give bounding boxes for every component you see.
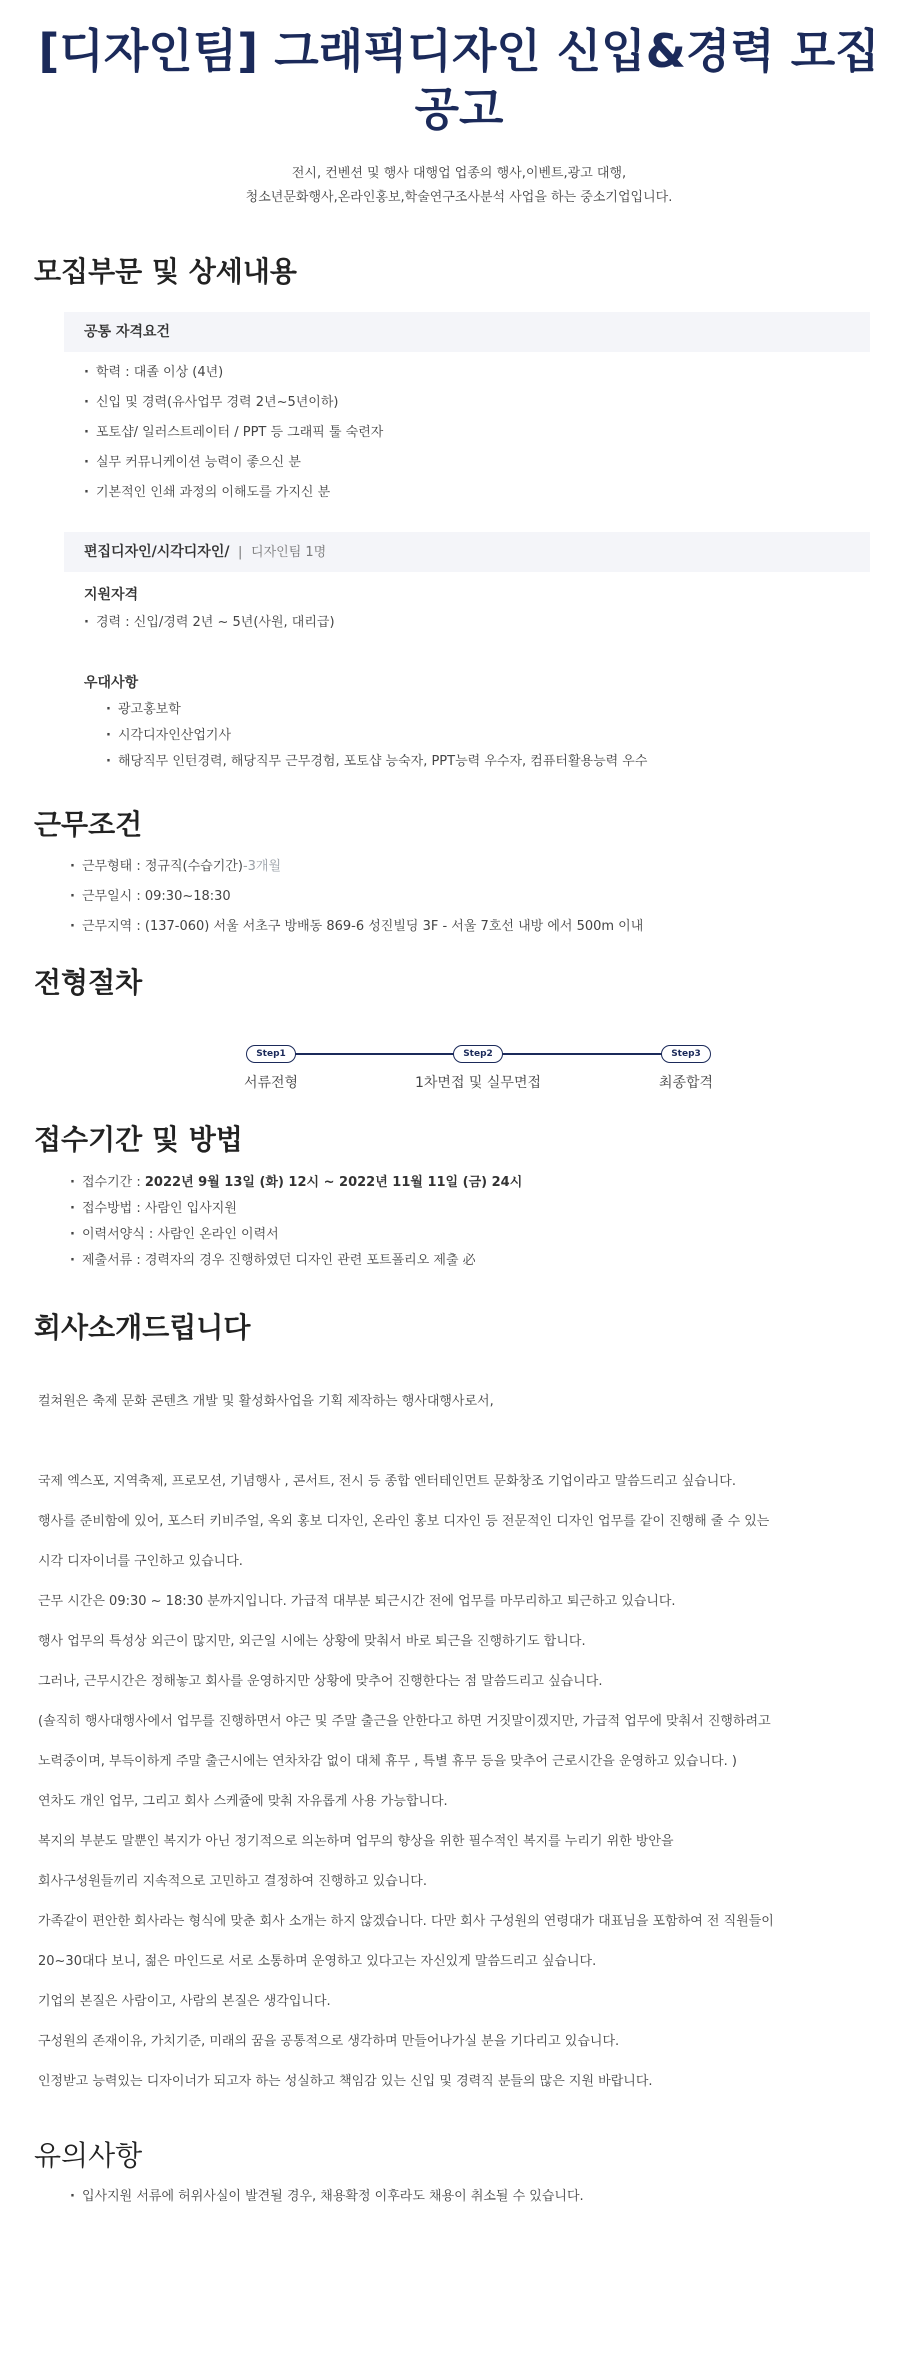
intro-line: 시각 디자이너를 구인하고 있습니다. [38, 1554, 243, 1569]
step-badge: Step1 [246, 1045, 296, 1063]
intro-line: 행사를 준비함에 있어, 포스터 키비주얼, 옥외 홍보 디자인, 온라인 홍보 디자인 등 전문적인 디자인 업무를 같이 진행해 줄 수 있는 [38, 1514, 770, 1529]
step-label: 최종합격 [658, 1075, 714, 1091]
list-item: · 실무 커뮤니케이션 능력이 좋으신 분 [82, 448, 383, 478]
intro-line: 컬쳐원은 축제 문화 콘텐츠 개발 및 활성화사업을 기획 제작하는 행사대행사로서, [38, 1394, 494, 1409]
intro-line: 행사 업무의 특성상 외근이 많지만, 외근일 시에는 상황에 맞춰서 바로 퇴근을 진행하기도 합니다. [38, 1634, 586, 1649]
company-summary [0, 162, 918, 210]
closing-line: 인정받고 능력있는 디자이너가 되고자 하는 성실하고 책임감 있는 신입 및 경력직 분들의 많은 지원 바랍니다. [38, 2074, 653, 2089]
intro-line: (솔직히 행사대행사에서 업무를 진행하면서 야근 및 주말 출근을 안한다고 하면 거짓말이겠지만, 가급적 업무에 맞춰서 진행하려고 [38, 1714, 771, 1729]
closing-line: 기업의 본질은 사람이고, 사람의 본질은 생각입니다. [38, 1994, 331, 2009]
intro-line: 연차도 개인 업무, 그리고 회사 스케쥴에 맞춰 자유롭게 사용 가능합니다. [38, 1794, 448, 1809]
intro-line: 노력중이며, 부득이하게 주말 출근시에는 연차차감 없이 대체 휴무 , 특별 휴무 등을 맞추어 근로시간을 운영하고 있습니다. ) [38, 1754, 737, 1769]
common-requirements-title: 공통 자격요건 [84, 324, 171, 340]
list-item: · 이력서양식 : 사람인 온라인 이력서 [68, 1222, 522, 1248]
list-item: · 학력 : 대졸 이상 (4년) [82, 358, 383, 388]
notice-heading: 유의사항 [34, 2139, 143, 2172]
list-item: · 신입 및 경력(유사업무 경력 2년~5년이하) [82, 388, 383, 418]
conditions-heading: 근무조건 [34, 808, 143, 841]
step-label: 서류전형 [243, 1075, 299, 1091]
position-headcount: 디자인팀 1명 [251, 545, 327, 560]
list-item: · 해당직무 인턴경력, 해당직무 근무경험, 포토샵 능숙자, PPT능력 우수자, 컴퓨터활용능력 우수 [104, 749, 647, 775]
list-item: · 포토샵/ 일러스트레이터 / PPT 등 그래픽 툴 숙련자 [82, 418, 383, 448]
subtitle-line-1: 전시, 컨벤션 및 행사 대행업 업종의 행사,이벤트,광고 대행, [291, 166, 627, 181]
employment-type: 근무형태 : 정규직(수습기간) [82, 859, 243, 874]
position-title: 편집디자인/시각디자인/ [84, 544, 230, 560]
list-item: · 광고홍보학 [104, 697, 647, 723]
list-item: · 경력 : 신입/경력 2년 ~ 5년(사원, 대리급) [82, 608, 335, 638]
list-item: · 제출서류 : 경력자의 경우 진행하였던 디자인 관련 포트폴리오 제출 必 [68, 1248, 522, 1274]
intro-line: 그러나, 근무시간은 정해놓고 회사를 운영하지만 상황에 맞추어 진행한다는 점 말씀드리고 싶습니다. [38, 1674, 603, 1689]
subtitle-line-2: 청소년문화행사,온라인홍보,학술연구조사분석 사업을 하는 중소기업입니다. [245, 190, 673, 205]
position-divider: | [233, 545, 247, 560]
list-item: · 근무지역 : (137-060) 서울 서초구 방배동 869-6 성진빌딩 3F - 서울 7호선 내방 에서 500m 이내 [68, 912, 643, 942]
title-line-1: [디자인팀] 그래픽디자인 신입&경력 모집 [38, 24, 880, 78]
list-item [68, 852, 643, 882]
company-heading: 회사소개드립니다 [34, 1311, 251, 1344]
qualification-label: 지원자격 [84, 587, 139, 603]
notice-list [68, 2182, 584, 2212]
intro-line [38, 1422, 898, 1462]
apply-list [68, 1170, 522, 1274]
company-closing [38, 1982, 898, 2102]
intro-line: 20~30대다 보니, 젊은 마인드로 서로 소통하며 운영하고 있다고는 자신있게 말씀드리고 싶습니다. [38, 1954, 597, 1969]
apply-period-value: 2022년 9월 13일 (화) 12시 ~ 2022년 11월 11일 (금) 24시 [144, 1175, 523, 1190]
position-bar [64, 532, 870, 572]
list-item: · 시각디자인산업기사 [104, 723, 647, 749]
page-title [30, 22, 888, 138]
intro-line: 근무 시간은 09:30 ~ 18:30 분까지입니다. 가급적 대부분 퇴근시간 전에 업무를 마무리하고 퇴근하고 있습니다. [38, 1594, 676, 1609]
apply-period-label: 접수기간 : [82, 1175, 145, 1190]
apply-heading: 접수기간 및 방법 [34, 1123, 243, 1156]
intro-line: 회사구성원들끼리 지속적으로 고민하고 결정하여 진행하고 있습니다. [38, 1874, 427, 1889]
intro-line: 가족같이 편안한 회사라는 형식에 맞춘 회사 소개는 하지 않겠습니다. 다만 회사 구성원의 연령대가 대표님을 포함하여 전 직원들이 [38, 1914, 774, 1929]
process-steps [246, 1045, 712, 1065]
step-badge: Step3 [661, 1045, 711, 1063]
probation-period: -3개월 [242, 859, 282, 874]
list-item: · 기본적인 인쇄 과정의 이해도를 가지신 분 [82, 478, 383, 508]
preference-list [104, 697, 647, 775]
qualification-list [82, 608, 335, 638]
step-badge: Step2 [453, 1045, 503, 1063]
step-label: 1차면접 및 실무면접 [415, 1075, 541, 1091]
preference-label: 우대사항 [84, 675, 139, 691]
common-requirements-bar [64, 312, 870, 352]
common-requirements-list [82, 358, 383, 508]
list-item [68, 1170, 522, 1196]
list-item: · 근무일시 : 09:30~18:30 [68, 882, 643, 912]
recruit-heading: 모집부문 및 상세내용 [34, 255, 297, 288]
intro-line: 국제 엑스포, 지역축제, 프로모션, 기념행사 , 콘서트, 전시 등 종합 엔터테인먼트 문화창조 기업이라고 말씀드리고 싶습니다. [38, 1474, 736, 1489]
title-line-2: 공고 [414, 82, 504, 136]
process-heading: 전형절차 [34, 966, 143, 999]
conditions-list [68, 852, 643, 942]
closing-line: 구성원의 존재이유, 가치기준, 미래의 꿈을 공통적으로 생각하며 만들어나가실 분을 기다리고 있습니다. [38, 2034, 620, 2049]
list-item: · 접수방법 : 사람인 입사지원 [68, 1196, 522, 1222]
list-item: · 입사지원 서류에 허위사실이 발견될 경우, 채용확정 이후라도 채용이 취소될 수 있습니다. [68, 2182, 584, 2212]
intro-line: 복지의 부분도 말뿐인 복지가 아닌 정기적으로 의논하며 업무의 향상을 위한 필수적인 복지를 누리기 위한 방안을 [38, 1834, 674, 1849]
company-intro [38, 1382, 898, 1982]
